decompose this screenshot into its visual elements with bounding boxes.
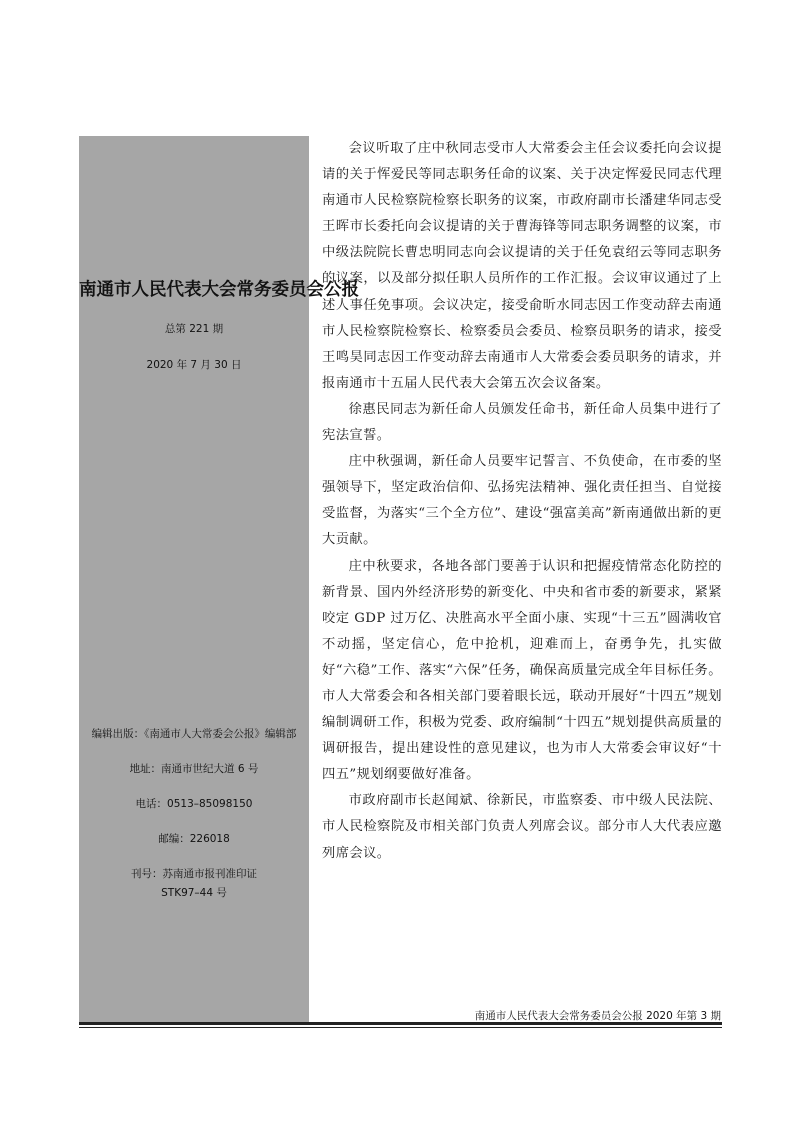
footer-rule-thin — [79, 1027, 722, 1028]
postcode-info: 邮编：226018 — [158, 833, 230, 845]
article-body — [322, 136, 722, 867]
running-footer: 南通市人民代表大会常务委员会公报 2020 年第 3 期 — [474, 1010, 721, 1022]
permit-number: STK97–44 号 — [161, 887, 227, 899]
article-paragraph: 庄中秋强调，新任命人员要牢记誓言、不负使命，在市委的坚强领导下，坚定政治信仰、弘扬宪法精神、强化责任担当、自觉接受监督，为落实“三个全方位”、建设“强富美高”新南通做出新的更大贡献。 — [322, 454, 722, 548]
issue-date: 2020 年 7 月 30 日 — [146, 359, 242, 371]
issue-number: 总第 221 期 — [164, 323, 224, 335]
publication-title: 南通市人民代表大会常务委员会公报 — [79, 280, 359, 300]
phone-info: 电话：0513–85098150 — [135, 798, 253, 810]
permit-label: 刊号：苏南通市报刊准印证 — [131, 868, 257, 880]
footer-rule-thick — [79, 1022, 722, 1025]
article-paragraph: 庄中秋要求，各地各部门要善于认识和把握疫情常态化防控的新背景、国内外经济形势的新变化、中央和省市委的新要求，紧紧咬定 GDP 过万亿、决胜高水平全面小康、实现“十三五”圆满收官不动摇，坚定信心，危中抢机，迎难而上，奋勇争先，扎实做好“六稳”工作、落实“六保”任务，确保高质量完成全年目标任务。市人大常委会和各相关部门要着眼长远，联动开展好“十四五”规划编制调研工作，积极为党委、政府编制“十四五”规划提供高质量的调研报告，提出建设性的意见建议，也为市人大常委会审议好“十四五”规划纲要做好准备。 — [322, 558, 722, 783]
masthead-sidebar — [79, 136, 359, 1022]
address-info: 地址：南通市世纪大道 6 号 — [129, 763, 259, 775]
article-paragraph: 会议听取了庄中秋同志受市人大常委会主任会议委托向会议提请的关于恽爱民等同志职务任命的议案、关于决定恽爱民同志代理南通市人民检察院检察长职务的议案，市政府副市长潘建华同志受王晖市长委托向会议提请的关于曹海锋等同志职务调整的议案，市中级法院院长曹忠明同志向会议提请的关于任免袁绍云等同志职务的议案，以及部分拟任职人员所作的工作汇报。会议审议通过了上述人事任免事项。会议决定，接受俞昕水同志因工作变动辞去南通市人民检察院检察长、检察委员会委员、检察员职务的请求，接受王鸣昊同志因工作变动辞去南通市人大常委会委员职务的请求，并报南通市十五届人民代表大会第五次会议备案。 — [322, 141, 722, 391]
editor-info: 编辑出版：《南通市人大常委会公报》编辑部 — [91, 728, 297, 740]
article-paragraph: 徐惠民同志为新任命人员颁发任命书，新任命人员集中进行了宪法宣誓。 — [322, 401, 722, 444]
article-paragraph: 市政府副市长赵闻斌、徐新民，市监察委、市中级人民法院、市人民检察院及市相关部门负责人列席会议。部分市人大代表应邀列席会议。 — [322, 793, 722, 861]
